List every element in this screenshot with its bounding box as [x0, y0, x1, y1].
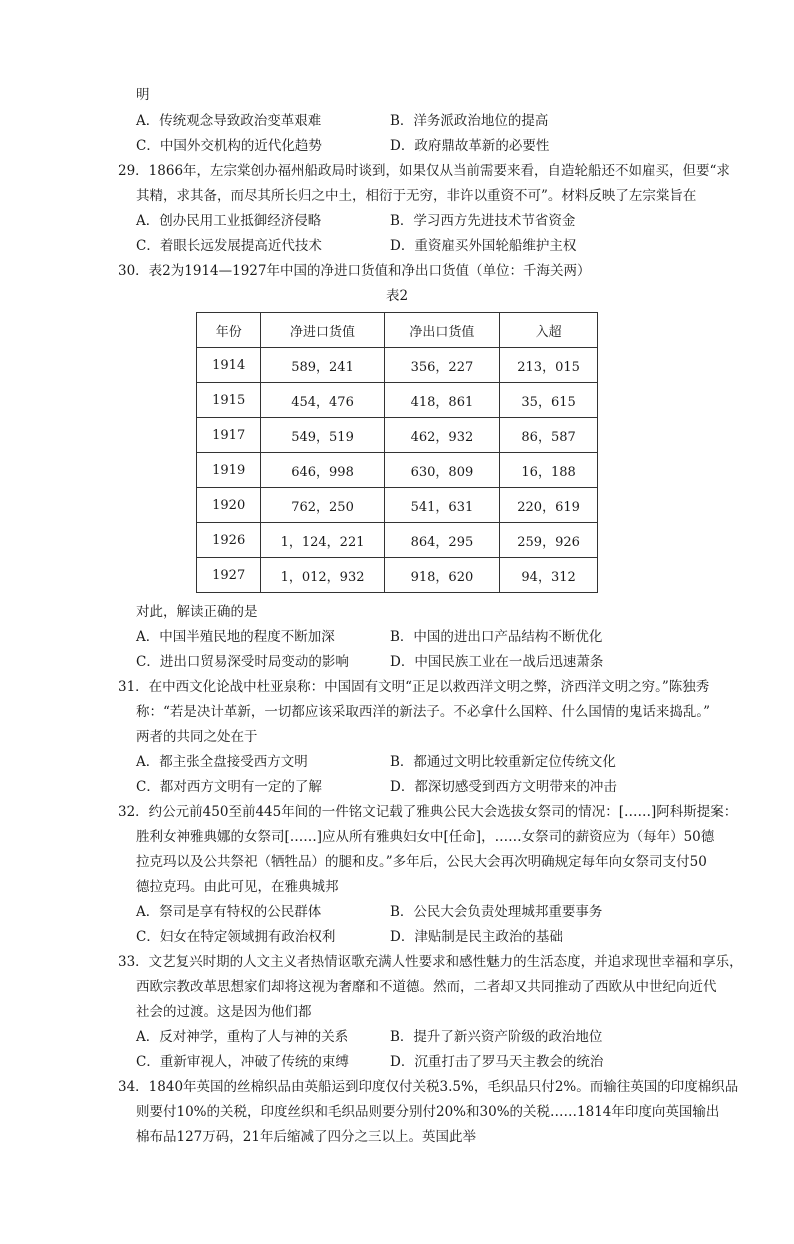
cell-deficit: 220，619 [500, 488, 598, 523]
cell-year: 1919 [197, 453, 261, 488]
table-caption: 表2 [385, 288, 409, 304]
header-deficit: 入超 [500, 313, 598, 348]
cell-year: 1915 [197, 383, 261, 418]
cell-year: 1926 [197, 523, 261, 558]
cell-export: 864，295 [384, 523, 499, 558]
cell-deficit: 16，188 [500, 453, 598, 488]
cell-export: 541，631 [384, 488, 499, 523]
cell-import: 589，241 [261, 348, 384, 383]
q30-option-b: B．中国的进出口产品结构不断优化 [390, 629, 603, 645]
q29-line-1: 29．1866年，左宗棠创办福州船政局时谈到，如果仅从当前需要来看，自造轮船还不如雇买，但要“求 [118, 163, 730, 179]
q30-after: 对此，解读正确的是 [136, 604, 258, 620]
q31-option-c: C．都对西方文明有一定的了解 [136, 779, 322, 795]
cell-import: 454，476 [261, 383, 384, 418]
cell-import: 1，012，932 [261, 558, 384, 593]
cell-export: 418，861 [384, 383, 499, 418]
q34-line-1: 34．1840年英国的丝棉织品由英船运到印度仅付关税3.5%，毛织品只付2%。而输往英国的印度棉织品 [118, 1079, 739, 1095]
cell-export: 356，227 [384, 348, 499, 383]
q31-line-1: 31．在中西文化论战中杜亚泉称：中国固有文明“正足以救西洋文明之弊，济西洋文明之穷。”陈独秀 [118, 679, 710, 695]
table-header-row [197, 313, 598, 348]
header-year: 年份 [197, 313, 261, 348]
header-net-export: 净出口货值 [384, 313, 499, 348]
q33-line-3: 社会的过渡。这是因为他们都 [136, 1004, 312, 1020]
q29-line-2: 其精，求其备，而尽其所长归之中土，相衍于无穷，非许以重资不可”。材料反映了左宗棠旨在 [136, 188, 697, 204]
cell-import: 1，124，221 [261, 523, 384, 558]
cell-export: 918，620 [384, 558, 499, 593]
table-row [197, 453, 598, 488]
q33-option-b: B．提升了新兴资产阶级的政治地位 [390, 1029, 603, 1045]
trade-table [196, 312, 598, 593]
cell-year: 1927 [197, 558, 261, 593]
q30-option-d: D．中国民族工业在一战后迅速萧条 [390, 654, 604, 670]
q32-option-d: D．津贴制是民主政治的基础 [390, 929, 563, 945]
q31-line-3: 两者的共同之处在于 [136, 729, 258, 745]
q31-option-a: A．都主张全盘接受西方文明 [136, 754, 308, 770]
cell-year: 1914 [197, 348, 261, 383]
q32-option-c: C．妇女在特定领域拥有政治权利 [136, 929, 336, 945]
cell-import: 646，998 [261, 453, 384, 488]
q32-line-2: 胜利女神雅典娜的女祭司[……]应从所有雅典妇女中[任命]，……女祭司的薪资应为（每年）50德 [136, 829, 715, 845]
q29-option-b: B．学习西方先进技术节省资金 [390, 213, 576, 229]
cell-deficit: 94，312 [500, 558, 598, 593]
option-d: D．政府鼎故革新的必要性 [390, 138, 550, 154]
q34-line-2: 则要付10%的关税，印度丝织和毛织品则要分别付20%和30%的关税……1814年印度向英国输出 [136, 1104, 720, 1120]
cell-import: 549，519 [261, 418, 384, 453]
q33-option-c: C．重新审视人，冲破了传统的束缚 [136, 1054, 349, 1070]
cell-import: 762，250 [261, 488, 384, 523]
q33-line-2: 西欧宗教改革思想家们却将这视为奢靡和不道德。然而，二者却又共同推动了西欧从中世纪向近代 [136, 979, 717, 995]
cell-export: 630，809 [384, 453, 499, 488]
q29-option-c: C．着眼长远发展提高近代技术 [136, 238, 322, 254]
header-net-import: 净进口货值 [261, 313, 384, 348]
cell-deficit: 213，015 [500, 348, 598, 383]
cell-year: 1920 [197, 488, 261, 523]
table-row [197, 558, 598, 593]
q32-line-4: 德拉克玛。由此可见，在雅典城邦 [136, 879, 339, 895]
option-a: A．传统观念导致政治变革艰难 [136, 113, 322, 129]
table-row [197, 488, 598, 523]
q30-option-c: C．进出口贸易深受时局变动的影响 [136, 654, 349, 670]
table-row [197, 523, 598, 558]
q29-option-a: A．创办民用工业抵御经济侵略 [136, 213, 322, 229]
q32-option-b: B．公民大会负责处理城邦重要事务 [390, 904, 603, 920]
q31-option-d: D．都深切感受到西方文明带来的冲击 [390, 779, 617, 795]
table-row [197, 418, 598, 453]
cell-deficit: 35，615 [500, 383, 598, 418]
cell-year: 1917 [197, 418, 261, 453]
q32-line-1: 32．约公元前450至前445年间的一件铭文记载了雅典公民大会选拔女祭司的情况：[……]阿科斯提案： [118, 804, 738, 820]
q32-line-3: 拉克玛以及公共祭祀（牺牲品）的腿和皮。”多年后，公民大会再次明确规定每年向女祭司支付50 [136, 854, 707, 870]
cell-export: 462，932 [384, 418, 499, 453]
cell-deficit: 259，926 [500, 523, 598, 558]
cell-deficit: 86，587 [500, 418, 598, 453]
q32-option-a: A．祭司是享有特权的公民群体 [136, 904, 322, 920]
q31-line-2: 称：“若是决计革新，一切都应该采取西洋的新法子。不必拿什么国粹、什么国情的鬼话来捣乱。” [136, 704, 711, 720]
q31-option-b: B．都通过文明比较重新定位传统文化 [390, 754, 616, 770]
q34-line-3: 棉布品127万码，21年后缩减了四分之三以上。英国此举 [136, 1129, 476, 1145]
q30-option-a: A．中国半殖民地的程度不断加深 [136, 629, 335, 645]
option-c: C．中国外交机构的近代化趋势 [136, 138, 322, 154]
q29-option-d: D．重资雇买外国轮船维护主权 [390, 238, 577, 254]
q33-option-a: A．反对神学，重构了人与神的关系 [136, 1029, 349, 1045]
question-continuation: 明 [136, 87, 150, 103]
q33-line-1: 33．文艺复兴时期的人文主义者热情讴歌充满人性要求和感性魅力的生活态度，并追求现世幸福和享乐， [118, 954, 743, 970]
option-b: B．洋务派政治地位的提高 [390, 113, 549, 129]
table-row [197, 383, 598, 418]
q30-line-1: 30．表2为1914—1927年中国的净进口货值和净出口货值（单位：千海关两） [118, 263, 591, 279]
q33-option-d: D．沉重打击了罗马天主教会的统治 [390, 1054, 604, 1070]
table-row [197, 348, 598, 383]
